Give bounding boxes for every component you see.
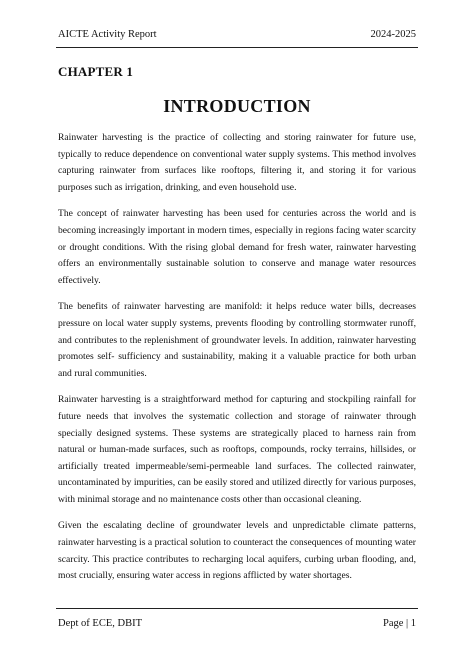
page-header <box>58 26 416 42</box>
chapter-label: CHAPTER 1 <box>58 64 134 79</box>
footer-page-number: Page | 1 <box>382 617 416 629</box>
page-footer <box>58 615 416 631</box>
chapter-body <box>58 130 416 595</box>
body-paragraph: Rainwater harvesting is the practice of collecting and storing rainwater for future use, typically to reduce dependence on conventional water supply systems. This method involves capturing rainwater from surfaces like rooftops, filtering it, and storing it for various purposes such as irrigation, drinking, and even household use. <box>58 132 416 193</box>
header-academic-year: 2024-2025 <box>370 28 416 40</box>
body-paragraph: The benefits of rainwater harvesting are manifold: it helps reduce water bills, decreases pressure on local water supply systems, prevents flooding by controlling stormwater runoff, and contributes to the replenishment of groundwater levels. In addition, rainwater harvesting promotes self- sufficiency and sustainability, making it a valuable practice for both urban and rural communities. <box>58 301 416 379</box>
footer-divider <box>56 608 418 609</box>
body-paragraph: Rainwater harvesting is a straightforward method for capturing and stockpiling rainfall for future needs that involves the systematic collection and storage of rainwater through specially designed systems. These systems are strategically placed to harness rain from natural or human-made surfaces, such as rooftops, compounds, rocky terrains, hillsides, or artificially treated impermeable/semi-permeable land surfaces. The collected rainwater, uncontaminated by impurities, can be easily stored and utilized directly for various purposes, with minimal storage and no maintenance costs other than occasional cleaning. <box>58 394 416 505</box>
header-report-title: AICTE Activity Report <box>58 28 157 40</box>
body-paragraph: The concept of rainwater harvesting has been used for centuries across the world and is becoming increasingly important in modern times, especially in regions facing water scarcity or drought conditions. With the rising global demand for fresh water, rainwater harvesting offers an environmentally sustainable solution to conserve and manage water resources effectively. <box>58 208 416 286</box>
footer-department: Dept of ECE, DBIT <box>58 617 142 629</box>
body-paragraph: Given the escalating decline of groundwater levels and unpredictable climate patterns, rainwater harvesting is a practical solution to counteract the consequences of mounting water scarcity. This practice contributes to recharging local aquifers, curbing urban flooding, and, most crucially, ensuring water access in regions afflicted by water shortages. <box>58 520 416 582</box>
header-divider <box>56 47 418 48</box>
chapter-title: INTRODUCTION <box>163 96 311 116</box>
